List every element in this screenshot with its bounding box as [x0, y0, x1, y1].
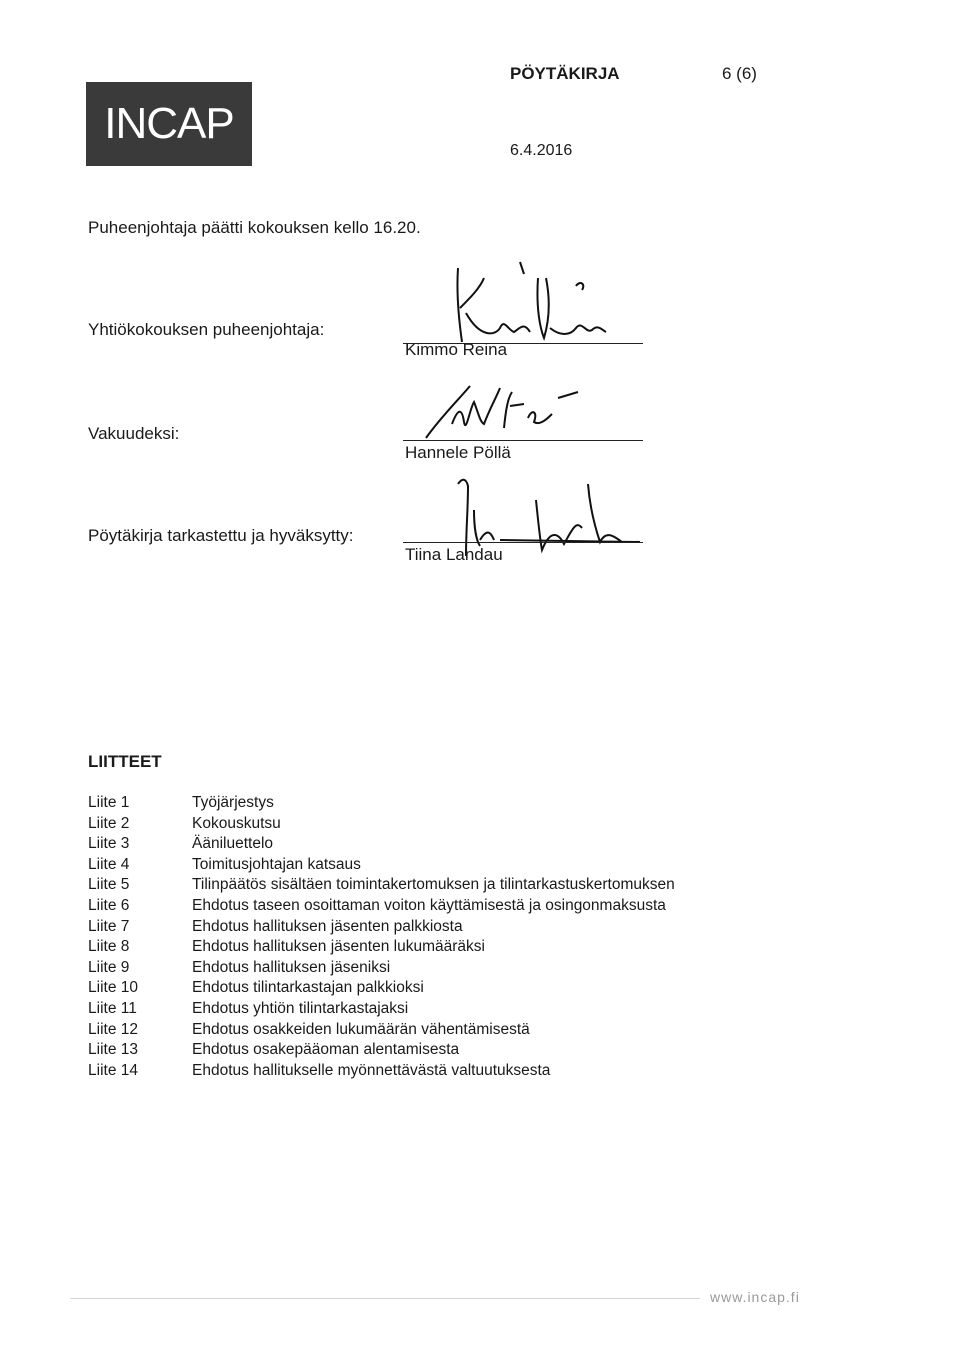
attachment-number: Liite 1: [88, 794, 130, 811]
attachment-title: Kokouskutsu: [192, 814, 281, 832]
attachment-number: Liite 7: [88, 917, 130, 935]
signature-role-approver: Pöytäkirja tarkastettu ja hyväksytty:: [88, 526, 354, 545]
document-date: 6.4.2016: [510, 142, 573, 159]
signature-line: [403, 542, 643, 543]
attachment-number: Liite 8: [88, 938, 130, 956]
attachment-row: [88, 1020, 788, 1041]
footer-url: www.incap.fi: [710, 1289, 800, 1305]
attachment-row: [88, 896, 788, 917]
attachment-title: Ääniluettelo: [192, 835, 274, 853]
footer-divider: [70, 1298, 700, 1299]
handwritten-signature-witness: [400, 378, 660, 444]
attachment-row: [88, 917, 788, 938]
attachment-row: [88, 937, 788, 958]
attachment-title: Ehdotus hallituksen jäsenten palkkiosta: [192, 917, 463, 935]
attachment-number: Liite 14: [88, 1061, 138, 1079]
attachment-number: Liite 9: [88, 958, 130, 976]
attachment-row: [88, 855, 788, 876]
attachment-title: Toimitusjohtajan katsaus: [192, 855, 361, 873]
attachment-title: Ehdotus hallituksen jäsenten lukumääräksi: [192, 938, 485, 956]
signature-role-chair: Yhtiökokouksen puheenjohtaja:: [88, 320, 325, 339]
attachment-title: Tilinpäätös sisältäen toimintakertomuksen ja tilintarkastuskertomuksen: [192, 876, 675, 894]
attachment-row: [88, 793, 788, 814]
attachment-row: [88, 814, 788, 835]
signatory-name-witness: Hannele Pöllä: [405, 443, 511, 462]
attachment-row: [88, 978, 788, 999]
incap-logo: [86, 82, 252, 166]
attachment-number: Liite 3: [88, 835, 130, 853]
signature-role-witness: Vakuudeksi:: [88, 424, 180, 443]
attachment-row: [88, 1040, 788, 1061]
attachment-title: Ehdotus hallituksen jäseniksi: [192, 958, 391, 976]
closing-statement: Puheenjohtaja päätti kokouksen kello 16.20.: [88, 218, 421, 237]
attachment-number: Liite 5: [88, 876, 130, 894]
attachment-title: Ehdotus yhtiön tilintarkastajaksi: [192, 999, 409, 1017]
attachment-number: Liite 10: [88, 979, 138, 997]
handwritten-signature-chair: [400, 258, 660, 348]
attachment-title: Ehdotus tilintarkastajan palkkioksi: [192, 979, 424, 997]
document-type: PÖYTÄKIRJA: [510, 64, 620, 83]
signatory-name-approver: Tiina Landau: [405, 545, 503, 564]
attachment-title: Ehdotus taseen osoittaman voiton käyttämisestä ja osingonmaksusta: [192, 896, 666, 914]
attachment-row: [88, 875, 788, 896]
attachment-row: [88, 999, 788, 1020]
attachment-number: Liite 11: [88, 999, 137, 1017]
attachment-number: Liite 4: [88, 855, 130, 873]
attachment-number: Liite 6: [88, 896, 130, 914]
attachment-row: [88, 958, 788, 979]
signature-line: [403, 440, 643, 441]
attachment-title: Ehdotus osakepääoman alentamisesta: [192, 1041, 460, 1059]
attachment-number: Liite 2: [88, 814, 130, 832]
signatory-name-chair: Kimmo Reina: [405, 340, 508, 359]
attachments-heading: LIITTEET: [88, 752, 162, 771]
attachment-number: Liite 13: [88, 1041, 138, 1059]
page-number: 6 (6): [722, 64, 757, 83]
attachment-title: Työjärjestys: [192, 794, 274, 811]
attachment-title: Ehdotus hallitukselle myönnettävästä valtuutuksesta: [192, 1061, 551, 1079]
attachment-number: Liite 12: [88, 1020, 138, 1038]
attachment-row: [88, 834, 788, 855]
attachments-list: [88, 793, 788, 1081]
attachment-title: Ehdotus osakkeiden lukumäärän vähentämisestä: [192, 1020, 530, 1038]
logo-text: INCAP: [104, 99, 234, 148]
attachment-row: [88, 1061, 788, 1082]
